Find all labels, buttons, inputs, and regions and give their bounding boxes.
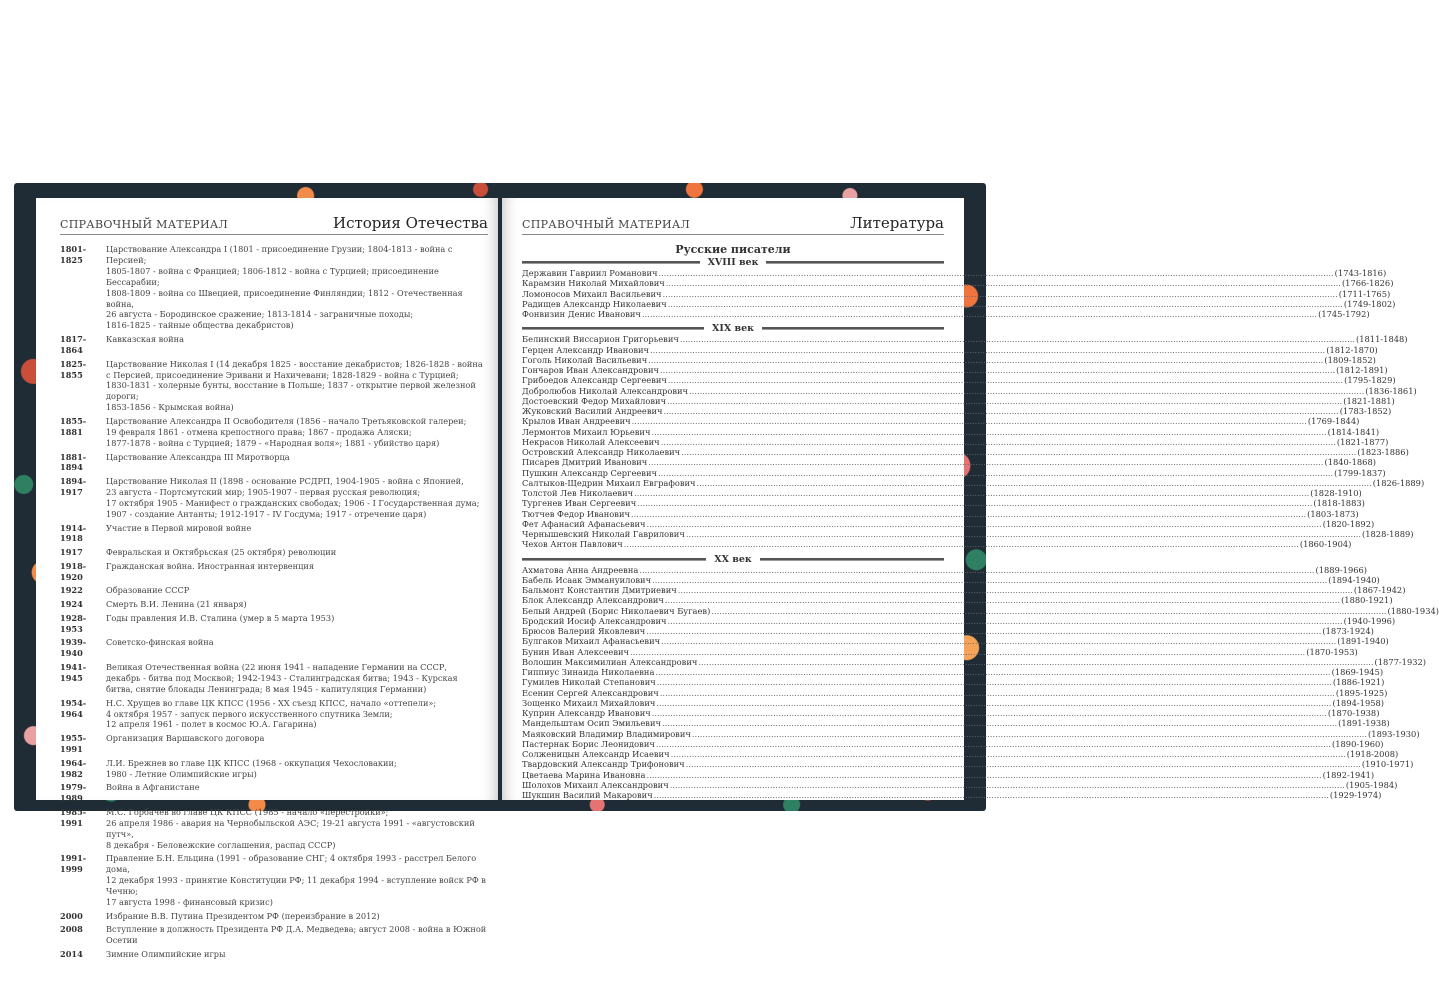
timeline-year: 1941-1945 <box>60 662 87 683</box>
writer-row <box>522 646 1358 657</box>
dot-leader <box>663 289 1338 299</box>
history-timeline <box>60 244 488 960</box>
writer-name: Герцен Александр Иванович <box>522 344 650 355</box>
left-page-kicker: СПРАВОЧНЫЙ МАТЕРИАЛ <box>60 218 229 231</box>
writer-row <box>522 677 1385 688</box>
writer-years: (1877-1932) <box>1374 656 1427 667</box>
writer-row <box>522 574 1380 585</box>
dot-leader <box>646 626 1321 636</box>
writer-row <box>522 769 1375 780</box>
century-label: XX век <box>714 553 752 565</box>
timeline-row <box>60 334 488 356</box>
timeline-text: Война в Афганистане <box>106 782 200 793</box>
writers-list <box>522 257 1439 800</box>
dot-leader <box>698 657 1373 667</box>
writer-row <box>522 697 1385 708</box>
writer-name: Некрасов Николай Алексеевич <box>522 436 660 447</box>
writer-row <box>522 759 1414 770</box>
timeline-row <box>60 949 488 960</box>
writer-years: (1890-1960) <box>1332 738 1384 749</box>
timeline-text: Гражданская война. Иностранная интервенция <box>106 560 315 571</box>
writer-name: Фет Афанасий Афанасьевич <box>522 518 646 529</box>
dot-leader <box>631 509 1306 519</box>
writer-name: Жуковский Василий Андреевич <box>522 406 663 416</box>
dot-leader <box>681 447 1356 457</box>
writer-years: (1818-1883) <box>1313 498 1365 509</box>
dot-leader <box>686 759 1361 769</box>
writer-name: Тютчев Федор Иванович <box>522 508 630 519</box>
dot-leader <box>658 468 1333 478</box>
timeline-row <box>60 452 488 474</box>
century-heading <box>522 323 944 334</box>
dot-leader <box>660 365 1335 375</box>
right-page-header <box>522 214 944 235</box>
writer-name: Блок Александр Александрович <box>522 595 664 606</box>
timeline-row <box>60 599 488 610</box>
dot-leader <box>639 565 1314 575</box>
writer-name: Маяковский Владимир Владимирович <box>522 728 691 739</box>
dot-leader <box>686 529 1361 539</box>
left-page <box>36 198 498 959</box>
writer-row <box>522 298 1396 309</box>
writer-name: Салтыков-Щедрин Михаил Евграфович <box>522 477 696 488</box>
timeline-year: 1985-1991 <box>60 806 87 828</box>
century-rule <box>522 327 704 330</box>
writer-years: (1828-1889) <box>1362 529 1414 539</box>
timeline-year: 1801-1825 <box>60 244 87 265</box>
writer-years: (1870-1938) <box>1327 708 1380 718</box>
writer-row <box>522 595 1393 606</box>
writer-row <box>522 508 1359 519</box>
writers-section-title: Русские писатели <box>675 243 791 256</box>
writer-years: (1894-1940) <box>1328 574 1380 585</box>
dot-leader <box>667 396 1342 406</box>
timeline-row <box>60 758 488 780</box>
writer-row <box>522 564 1368 575</box>
timeline-text: Советско-финская война <box>106 637 214 648</box>
writer-years: (1895-1925) <box>1335 687 1388 698</box>
timeline-row <box>60 547 488 558</box>
dot-leader <box>634 488 1309 498</box>
right-page <box>502 198 1439 800</box>
timeline-row <box>60 523 488 545</box>
writer-name: Бунин Иван Алексеевич <box>522 646 630 657</box>
dot-leader <box>666 278 1341 288</box>
dot-leader <box>652 575 1327 585</box>
timeline-year: 1918-1920 <box>60 560 87 582</box>
writer-row <box>522 354 1376 365</box>
writer-name: Тургенев Иван Сергеевич <box>522 498 637 509</box>
writer-years: (1803-1873) <box>1307 508 1359 519</box>
writer-name: Солженицын Александр Исаевич <box>522 749 670 759</box>
dot-leader <box>692 729 1367 739</box>
writer-years: (1823-1886) <box>1357 447 1409 457</box>
timeline-year: 1917 <box>60 547 83 558</box>
writer-years: (1918-2008) <box>1346 749 1399 759</box>
timeline-year: 1955-1991 <box>60 733 87 755</box>
writer-row <box>522 498 1365 509</box>
writer-name: Ахматова Анна Андреевна <box>522 564 639 575</box>
writer-years: (1870-1953) <box>1306 646 1358 657</box>
left-page-header <box>60 214 488 235</box>
writer-row <box>522 518 1375 529</box>
writer-name: Твардовский Александр Трифонович <box>522 759 685 770</box>
writer-row <box>522 344 1378 355</box>
timeline-row <box>60 911 488 922</box>
timeline-year: 1881-1894 <box>60 451 87 473</box>
writer-years: (1889-1966) <box>1315 564 1368 575</box>
writer-years: (1795-1829) <box>1344 375 1396 386</box>
writer-years: (1812-1870) <box>1326 344 1378 355</box>
timeline-year: 1954-1964 <box>60 697 87 719</box>
writer-years: (1891-1940) <box>1337 636 1389 647</box>
dot-leader <box>648 457 1323 467</box>
writer-years: (1812-1891) <box>1336 365 1388 375</box>
writer-years: (1711-1765) <box>1338 288 1391 299</box>
writer-row <box>522 687 1388 698</box>
dot-leader <box>647 519 1322 529</box>
dot-leader <box>711 606 1386 616</box>
writer-name: Лермонтов Михаил Юрьевич <box>522 426 651 437</box>
writer-name: Пушкин Александр Сергеевич <box>522 467 657 478</box>
writer-name: Фонвизин Денис Иванович <box>522 309 641 319</box>
writer-row <box>522 406 1392 416</box>
writer-row <box>522 309 1370 319</box>
writer-row <box>522 585 1406 595</box>
timeline-text: Организация Варшавского договора <box>106 733 265 744</box>
dot-leader <box>646 770 1321 780</box>
writer-name: Державин Гавриил Романович <box>522 268 658 278</box>
timeline-text: Годы правления И.В. Сталина (умер в 5 марта 1953) <box>106 612 335 623</box>
writer-years: (1892-1941) <box>1322 769 1375 780</box>
dot-leader <box>637 498 1312 508</box>
writer-years: (1766-1826) <box>1341 278 1394 289</box>
writer-row <box>522 395 1395 406</box>
writer-years: (1860-1904) <box>1299 539 1352 550</box>
timeline-year: 1855-1881 <box>60 415 87 437</box>
writer-name: Гончаров Иван Александрович <box>522 365 659 375</box>
timeline-year: 1964-1982 <box>60 757 87 779</box>
dot-leader <box>678 585 1353 595</box>
writer-name: Зощенко Михаил Михайлович <box>522 697 656 708</box>
writer-years: (1886-1921) <box>1332 677 1385 688</box>
dot-leader <box>642 309 1317 319</box>
timeline-text: М.С. Горбачев во главе ЦК КПСС (1985 - начало «перестройки»; 26 апреля 1986 - авария на Чернобыльской АЭС; 19-21 августа 1991 - «августовский путч», 8 декабря - Беловежские соглашения, распад СССР) <box>106 806 475 850</box>
timeline-row <box>60 782 488 804</box>
writer-name: Ломоносов Михаил Васильевич <box>522 288 662 299</box>
timeline-year: 2008 <box>60 924 83 935</box>
writer-row <box>522 375 1396 386</box>
dot-leader <box>689 386 1364 396</box>
timeline-row <box>60 476 488 520</box>
writer-row <box>522 779 1398 790</box>
writer-years: (1910-1971) <box>1361 759 1414 770</box>
writer-row <box>522 749 1399 759</box>
right-page-title: Литература <box>850 214 944 232</box>
writer-name: Бальмонт Константин Дмитриевич <box>522 585 677 595</box>
writer-row <box>522 385 1417 396</box>
timeline-year: 1979-1989 <box>60 782 87 804</box>
timeline-row <box>60 416 488 449</box>
dot-leader <box>671 749 1346 759</box>
century-rule <box>766 261 944 264</box>
timeline-text: Царствование Александра II Освободителя (1856 - начало Третьяковской галереи; 19 февраля 1861 - отмена крепостного права; 1867 - продажа Аляски; 1877-1878 - война с Турцией; 1879 - «Народная воля»; 1881 - убийство царя) <box>106 415 467 448</box>
timeline-year: 1894-1917 <box>60 476 87 498</box>
writer-row <box>522 467 1386 478</box>
writer-years: (1811-1848) <box>1356 334 1408 345</box>
writer-name: Куприн Александр Иванович <box>522 708 651 718</box>
century-label: XVIII век <box>707 257 759 268</box>
dot-leader <box>664 406 1339 416</box>
timeline-year: 1928-1953 <box>60 612 87 634</box>
writer-row <box>522 268 1387 278</box>
writer-row <box>522 365 1388 375</box>
writer-name: Булгаков Михаил Афанасьевич <box>522 636 661 647</box>
timeline-row <box>60 637 488 659</box>
timeline-row <box>60 853 488 908</box>
writer-row <box>522 615 1396 626</box>
writer-row <box>522 728 1420 739</box>
dot-leader <box>656 739 1331 749</box>
writer-name: Чехов Антон Павлович <box>522 539 623 550</box>
dot-leader <box>667 616 1342 626</box>
writer-name: Шукшин Василий Макарович <box>522 790 653 800</box>
writer-years: (1783-1852) <box>1339 406 1392 416</box>
writer-name: Островский Александр Николаевич <box>522 447 681 457</box>
writer-years: (1769-1844) <box>1307 416 1360 427</box>
dot-leader <box>630 647 1305 657</box>
timeline-row <box>60 585 488 596</box>
timeline-year: 1817-1864 <box>60 334 87 355</box>
writer-row <box>522 334 1408 345</box>
dot-leader <box>648 355 1323 365</box>
timeline-text: Царствование Николая II (1898 - основание РСДРП, 1904-1905 - война с Японией, 23 августа - Портсмутский мир; 1905-1907 - первая русская революция; 17 октября 1905 - Манифест о гражданских свободах; 1906 - I Государственная дума; 1907 - создание Антанты; 1912-1917 - IV Госдума; 1917 - отречение царя) <box>106 476 480 519</box>
dot-leader <box>665 595 1340 605</box>
timeline-year: 1914-1918 <box>60 522 87 544</box>
timeline-text: Смерть В.И. Ленина (21 января) <box>106 599 247 610</box>
writer-row <box>522 738 1384 749</box>
timeline-row <box>60 662 488 695</box>
timeline-row <box>60 698 488 731</box>
timeline-text: Образование СССР <box>106 585 190 596</box>
writer-name: Карамзин Николай Михайлович <box>522 278 665 289</box>
writer-row <box>522 278 1394 289</box>
writer-years: (1873-1924) <box>1322 626 1374 636</box>
timeline-text: Великая Отечественная война (22 июня 1941 - нападение Германии на СССР, декабрь - битва под Москвой; 1942-1943 - Сталинградская битва; 1943 - Курская битва, снятие блокады Ленинграда; 8 мая 1945 - капитуляция Германии) <box>106 662 458 694</box>
writer-row <box>522 790 1382 800</box>
dot-leader <box>632 416 1307 426</box>
writer-name: Бабель Исаак Эммануилович <box>522 574 652 585</box>
writer-name: Достоевский Федор Михайлович <box>522 395 667 406</box>
writer-years: (1905-1984) <box>1345 779 1398 790</box>
timeline-row <box>60 561 488 583</box>
writer-row <box>522 529 1414 539</box>
writer-row <box>522 436 1389 447</box>
dot-leader <box>661 636 1336 646</box>
timeline-text: Февральская и Октябрьская (25 октября) революции <box>106 547 337 558</box>
dot-leader <box>651 427 1326 437</box>
dot-leader <box>654 790 1329 800</box>
writer-years: (1869-1945) <box>1331 667 1384 677</box>
timeline-text: Царствование Николая I (14 декабря 1825 - восстание декабристов; 1826-1828 - война с Персией, присоединение Эривани и Нахичевани; 1828-1829 - война с Турцией; 1830-1831 - холерные бунты, восстание в Польше; 1837 - открытие первой железной дороги; 1853-1856 - Крымская война) <box>106 358 483 413</box>
dot-leader <box>655 667 1330 677</box>
timeline-row <box>60 244 488 331</box>
timeline-text: Избрание В.В. Путина Президентом РФ (переизбрание в 2012) <box>106 910 380 921</box>
writer-row <box>522 626 1374 636</box>
writer-years: (1826-1889) <box>1372 477 1425 488</box>
dot-leader <box>656 698 1331 708</box>
writer-row <box>522 457 1376 468</box>
writer-name: Крылов Иван Андреевич <box>522 416 631 427</box>
dot-leader <box>659 268 1334 278</box>
writer-years: (1929-1974) <box>1329 790 1382 800</box>
writer-row <box>522 605 1439 616</box>
timeline-year: 1939-1940 <box>60 637 87 659</box>
timeline-text: Н.С. Хрущев во главе ЦК КПСС (1956 - XX съезд КПСС, начало «оттепели»; 4 октября 1957 - запуск первого искусственного спутника Земли; 12 апреля 1961 - полет в космос Ю.А. Гагарина) <box>106 697 437 730</box>
century-label: XIX век <box>712 323 754 335</box>
timeline-text: Участие в Первой мировой войне <box>106 522 252 533</box>
writer-row <box>522 288 1391 299</box>
writer-name: Писарев Дмитрий Иванович <box>522 457 648 468</box>
writer-years: (1880-1921) <box>1341 595 1393 606</box>
century-heading <box>522 554 944 565</box>
timeline-year: 1991-1999 <box>60 853 87 875</box>
century-heading <box>522 257 944 268</box>
dot-leader <box>697 478 1372 488</box>
timeline-text: Зимние Олимпийские игры <box>106 949 226 959</box>
writer-row <box>522 416 1360 427</box>
writer-name: Гиппиус Зинаида Николаевна <box>522 667 655 677</box>
writer-years: (1867-1942) <box>1353 585 1406 595</box>
timeline-year: 1825-1855 <box>60 358 87 380</box>
dot-leader <box>661 437 1336 447</box>
writer-years: (1820-1892) <box>1322 518 1375 529</box>
timeline-year: 2000 <box>60 910 83 921</box>
writer-name: Грибоедов Александр Сергеевич <box>522 375 667 386</box>
writer-years: (1893-1930) <box>1368 728 1420 739</box>
writer-name: Есенин Сергей Александрович <box>522 687 659 698</box>
dot-leader <box>624 539 1299 549</box>
writer-years: (1745-1792) <box>1318 309 1370 319</box>
writer-name: Бродский Иосиф Александрович <box>522 615 667 626</box>
writer-name: Брюсов Валерий Яковлевич <box>522 626 646 636</box>
writer-name: Добролюбов Николай Александрович <box>522 385 689 396</box>
century-rule <box>522 558 706 561</box>
timeline-row <box>60 733 488 755</box>
writer-name: Мандельштам Осип Эмильевич <box>522 718 661 729</box>
timeline-text: Правление Б.Н. Ельцина (1991 - образование СНГ; 4 октября 1993 - расстрел Белого дома, 12 декабря 1993 - принятие Конституции РФ; 11 декабря 1994 - вступление войск РФ в Чечню; 17 августа 1998 - финансовый кризис) <box>106 853 486 907</box>
writer-years: (1821-1881) <box>1343 395 1395 406</box>
timeline-row <box>60 613 488 635</box>
dot-leader <box>668 299 1343 309</box>
century-rule <box>762 327 944 330</box>
timeline-text: Вступление в должность Президента РФ Д.А. Медведева; август 2008 - война в Южной Осетии <box>106 924 487 946</box>
dot-leader <box>668 375 1343 385</box>
dot-leader <box>652 708 1327 718</box>
timeline-text: Царствование Александра III Миротворца <box>106 451 290 462</box>
dot-leader <box>662 718 1337 728</box>
writer-years: (1809-1852) <box>1324 354 1376 365</box>
writer-years: (1743-1816) <box>1334 268 1387 278</box>
dot-leader <box>657 677 1332 687</box>
writer-row <box>522 477 1425 488</box>
writer-years: (1840-1868) <box>1324 457 1376 468</box>
right-page-kicker: СПРАВОЧНЫЙ МАТЕРИАЛ <box>522 218 691 231</box>
writer-row <box>522 656 1427 667</box>
writer-row <box>522 447 1409 457</box>
timeline-year: 1922 <box>60 585 83 596</box>
writer-row <box>522 708 1380 718</box>
writer-years: (1821-1877) <box>1336 436 1389 447</box>
dot-leader <box>650 345 1325 355</box>
writer-name: Толстой Лев Николаевич <box>522 488 634 498</box>
writer-years: (1880-1934) <box>1387 605 1439 616</box>
writer-years: (1940-1996) <box>1343 615 1396 626</box>
timeline-year: 2014 <box>60 949 83 959</box>
writer-years: (1814-1841) <box>1327 426 1380 437</box>
writer-name: Волошин Максимилиан Александрович <box>522 656 698 667</box>
writer-row <box>522 718 1390 729</box>
writer-row <box>522 636 1389 647</box>
writer-name: Чернышевский Николай Гаврилович <box>522 529 685 539</box>
writer-years: (1828-1910) <box>1310 488 1362 498</box>
timeline-row <box>60 359 488 414</box>
dot-leader <box>660 688 1335 698</box>
writer-name: Гумилев Николай Степанович <box>522 677 656 688</box>
writer-years: (1749-1802) <box>1343 298 1396 309</box>
writer-years: (1891-1938) <box>1338 718 1390 729</box>
writer-name: Белинский Виссарион Григорьевич <box>522 334 679 345</box>
century-rule <box>522 261 700 264</box>
writer-name: Гоголь Николай Васильевич <box>522 354 648 365</box>
writer-row <box>522 426 1380 437</box>
writer-row <box>522 539 1352 550</box>
timeline-row <box>60 807 488 851</box>
writer-name: Цветаева Марина Ивановна <box>522 769 646 780</box>
timeline-year: 1924 <box>60 599 83 610</box>
timeline-row <box>60 924 488 946</box>
century-rule <box>760 558 944 561</box>
timeline-text: Л.И. Брежнев во главе ЦК КПСС (1968 - оккупация Чехословакии; 1980 - Летние Олимпийские игры) <box>106 757 397 779</box>
writer-name: Шолохов Михаил Александрович <box>522 779 669 790</box>
writer-name: Белый Андрей (Борис Николаевич Бугаев) <box>522 605 711 616</box>
timeline-text: Кавказская война <box>106 334 184 345</box>
writer-name: Пастернак Борис Леонидович <box>522 738 655 749</box>
writer-years: (1799-1837) <box>1334 467 1386 478</box>
dot-leader <box>670 780 1345 790</box>
writer-years: (1836-1861) <box>1365 385 1417 396</box>
left-page-title: История Отечества <box>333 214 488 232</box>
timeline-text: Царствование Александра I (1801 - присоединение Грузии; 1804-1813 - война с Персией; 1805-1807 - война с Францией; 1806-1812 - война с Турцией; присоединение Бессарабии; 1808-1809 - война со Швецией, присоединение Финляндии; 1812 - Отечественная война, 26 августа - Бородинское сражение; 1813-1814 - заграничные походы; 1816-1825 - тайные общества декабристов) <box>106 244 463 331</box>
dot-leader <box>680 334 1355 344</box>
writer-row <box>522 488 1362 498</box>
writer-row <box>522 667 1384 677</box>
writer-years: (1894-1958) <box>1332 697 1385 708</box>
writer-name: Радищев Александр Николаевич <box>522 298 667 309</box>
